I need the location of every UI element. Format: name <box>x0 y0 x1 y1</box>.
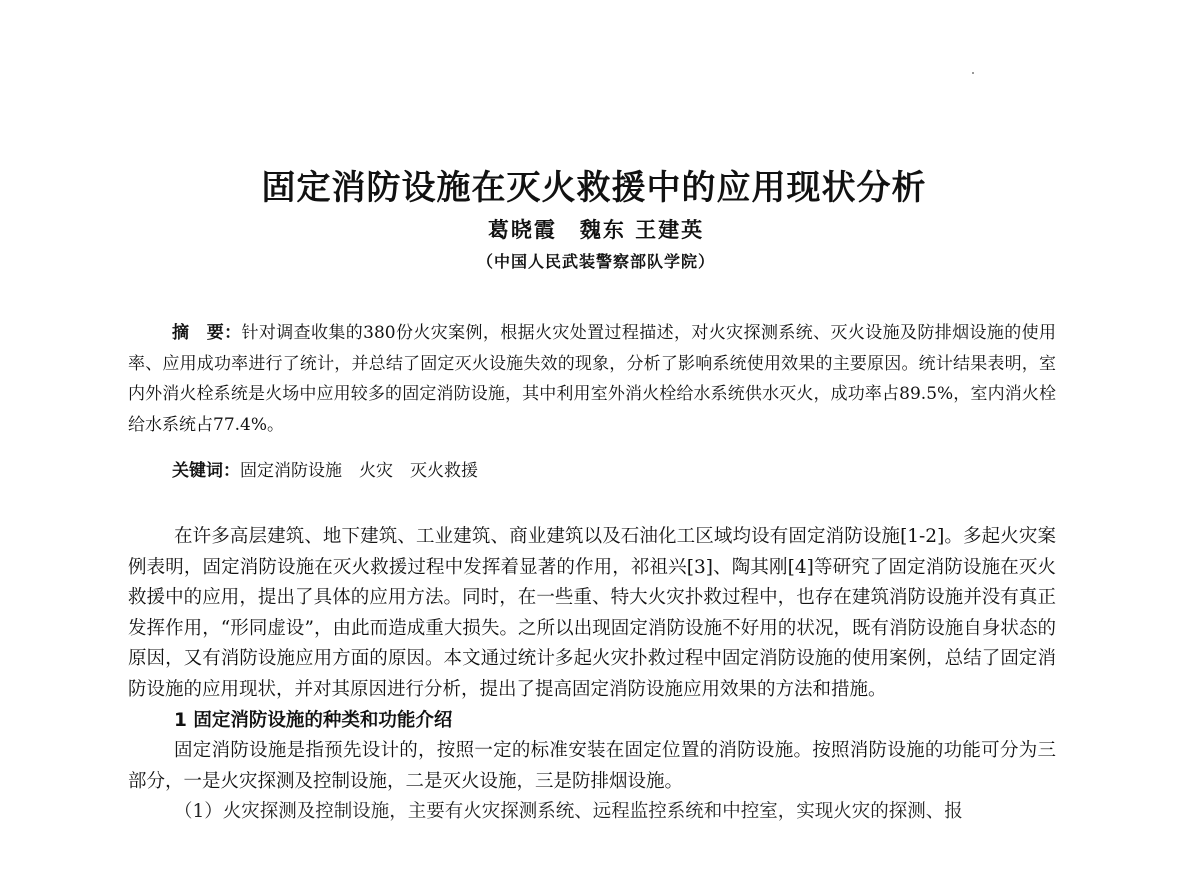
body-text <box>128 522 1056 828</box>
intro-paragraph: 在许多高层建筑、地下建筑、工业建筑、商业建筑以及石油化工区域均设有固定消防设施[1-2]。多起火灾案例表明，固定消防设施在灭火救援过程中发挥着显著的作用，祁祖兴[3]、陶其刚[4]等研究了固定消防设施在灭火救援中的应用，提出了具体的应用方法。同时，在一些重、特大火灾扑救过程中，也存在建筑消防设施并没有真正发挥作用，“形同虚设”，由此而造成重大损失。之所以出现固定消防设施不好用的状况，既有消防设施自身状态的原因，又有消防设施应用方面的原因。本文通过统计多起火灾扑救过程中固定消防设施的使用案例，总结了固定消防设施的应用现状，并对其原因进行分析，提出了提高固定消防设施应用效果的方法和措施。 <box>128 526 1056 700</box>
cut-off-line: （1）火灾探测及控制设施，主要有火灾探测系统、远程监控系统和中控室，实现火灾的探测、报 <box>174 801 963 823</box>
section-1-heading: 1 固定消防设施的种类和功能介绍 <box>174 709 453 731</box>
affiliation: （中国人民武装警察部队学院） <box>476 252 715 271</box>
authors: 葛晓霞 魏东 王建英 <box>487 217 705 242</box>
keywords-label: 关键词： <box>172 461 240 481</box>
abstract-text: 针对调查收集的380份火灾案例，根据火灾处置过程描述，对火灾探测系统、灭火设施及防排烟设施的使用率、应用成功率进行了统计，并总结了固定灭火设施失效的现象，分析了影响系统使用效果的主要原因。统计结果表明，室内外消火栓系统是火场中应用较多的固定消防设施，其中利用室外消火栓给水系统供水灭火，成功率占89.5%，室内消火栓给水系统占77.4%。 <box>128 323 1056 435</box>
scan-speck <box>972 72 974 74</box>
abstract-paragraph <box>128 318 1056 440</box>
keywords-text: 固定消防设施 火灾 灭火救援 <box>240 461 478 481</box>
keywords <box>172 456 478 481</box>
section-1-paragraph: 固定消防设施是指预先设计的，按照一定的标准安装在固定位置的消防设施。按照消防设施的功能可分为三部分，一是火灾探测及控制设施，二是灭火设施，三是防排烟设施。 <box>128 740 1056 792</box>
paper-title: 固定消防设施在灭火救援中的应用现状分析 <box>261 168 927 208</box>
abstract <box>128 318 1056 440</box>
abstract-label: 摘 要： <box>172 323 242 343</box>
